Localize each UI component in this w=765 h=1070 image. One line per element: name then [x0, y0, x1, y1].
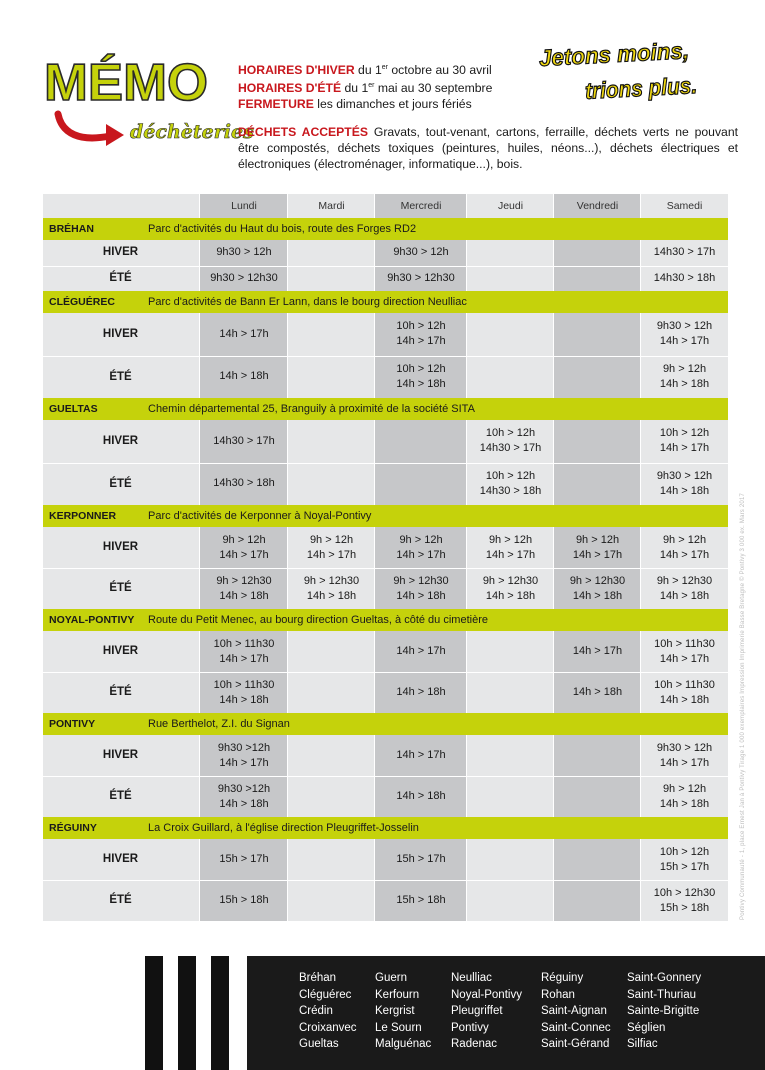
schedule-cell — [554, 880, 641, 921]
schedule-cell — [288, 735, 375, 776]
season-label-ete: ÉTÉ — [109, 582, 132, 594]
time-range: 9h30 >12h — [217, 741, 271, 754]
season-label-hiver: HIVER — [102, 435, 139, 447]
schedule-cell — [467, 839, 554, 880]
schedule-cell — [467, 631, 554, 672]
time-range: 9h > 12h30 — [482, 574, 539, 587]
commune-name: Cléguérec — [299, 988, 352, 1001]
time-range: 14h > 18h — [572, 589, 623, 602]
decheteries-text: déchèteries — [130, 121, 254, 143]
schedule-cell — [200, 735, 288, 776]
time-range: 14h > 18h — [396, 589, 446, 602]
time-range: 14h > 17h — [396, 645, 446, 657]
schedule-cell — [554, 568, 641, 609]
commune-name: Kerfourn — [375, 988, 420, 1001]
time-range: 14h > 17h — [659, 652, 710, 665]
schedule-cell — [375, 735, 467, 776]
schedule-cell — [288, 631, 375, 672]
schedule-cell — [288, 266, 375, 292]
day-header-mardi: Mardi — [318, 200, 345, 212]
site-name: CLÉGUÉREC — [49, 296, 115, 308]
site-address: Rue Berthelot, Z.I. du Signan — [148, 718, 290, 730]
commune-name: Sainte-Brigitte — [627, 1005, 700, 1017]
commune-name: Silfiac — [627, 1038, 658, 1050]
site-name: BRÉHAN — [49, 223, 94, 235]
site-name: PONTIVY — [49, 718, 96, 730]
season-label-ete: ÉTÉ — [109, 271, 132, 284]
slogan-line-2: trions plus. — [584, 71, 710, 104]
time-range: 9h > 12h — [662, 362, 707, 375]
schedule-cell — [200, 776, 288, 817]
site-name: RÉGUINY — [49, 822, 97, 834]
schedule-cell — [554, 240, 641, 266]
hiver-label: HORAIRES D'HIVER — [238, 63, 355, 78]
time-range: 10h > 12h — [485, 427, 536, 440]
schedule-cell — [467, 420, 554, 463]
schedule-cell — [554, 356, 641, 399]
time-range: 9h30 > 12h — [656, 320, 713, 333]
time-range: 10h > 11h30 — [213, 637, 275, 650]
time-range: 14h > 18h — [659, 377, 710, 390]
schedule-cell — [641, 356, 728, 399]
time-range: 14h > 17h — [219, 548, 269, 561]
ete-label: HORAIRES D'ÉTÉ — [238, 81, 342, 96]
schedule-cell — [375, 420, 467, 463]
schedule-cell — [467, 672, 554, 713]
site-address: Parc d'activités de Kerponner à Noyal-Pontivy — [148, 510, 372, 522]
schedule-cell — [288, 240, 375, 266]
time-range: 10h > 12h — [396, 362, 446, 375]
time-range: 14h > 17h — [485, 548, 536, 561]
commune-name: Pleugriffet — [451, 1005, 503, 1017]
schedule-cell — [641, 672, 728, 713]
season-label-ete: ÉTÉ — [109, 894, 132, 906]
schedule-cell — [554, 839, 641, 880]
time-range: 15h > 18h — [219, 894, 269, 906]
time-range: 14h > 18h — [485, 589, 536, 602]
schedule-cell — [288, 356, 375, 399]
commune-column — [299, 970, 357, 1053]
schedule-cell — [200, 631, 288, 672]
site-header — [43, 398, 728, 420]
time-range: 14h > 17h — [396, 335, 446, 348]
site-header — [43, 291, 728, 313]
schedule-cell — [288, 672, 375, 713]
time-range: 9h30 > 12h — [393, 246, 449, 259]
schedule-cell — [554, 527, 641, 568]
schedule-cell — [375, 672, 467, 713]
season-label-hiver: HIVER — [102, 541, 139, 553]
commune-name: Saint-Thuriau — [627, 988, 697, 1001]
time-range: 14h > 18h — [396, 377, 446, 390]
season-label-ete: ÉTÉ — [109, 370, 132, 383]
schedule-cell — [288, 463, 375, 506]
site-name: GUELTAS — [49, 403, 98, 415]
schedule-cell — [641, 880, 728, 921]
commune-name: Guern — [375, 972, 407, 984]
schedule-cell — [641, 839, 728, 880]
season-label-hiver: HIVER — [102, 853, 139, 865]
print-credit: Pontivy Communauté - 1, place Ernest Jan à Pontivy Tirage 1 000 exemplaires Impression Imprimerie Basse Bretagne © Pontivy 3 000 ex. Mars 2017 — [740, 492, 746, 920]
commune-column — [375, 970, 431, 1053]
time-range: 9h30 > 12h30 — [387, 271, 455, 284]
time-range: 14h > 17h — [219, 652, 269, 665]
time-range: 14h30 > 17h — [213, 434, 275, 447]
time-range: 14h > 17h — [396, 548, 446, 561]
decheteries-badge — [52, 108, 254, 150]
time-range: 10h > 11h30 — [213, 678, 275, 691]
time-range: 14h30 > 17h — [479, 442, 542, 455]
site-name: KERPONNER — [49, 510, 117, 522]
site-header — [43, 609, 728, 631]
schedule-cell — [375, 240, 467, 266]
schedule-cell — [641, 568, 728, 609]
commune-name: Bréhan — [299, 972, 337, 984]
schedule-cell — [641, 735, 728, 776]
schedule-cell — [467, 240, 554, 266]
schedule-cell — [200, 527, 288, 568]
commune-name: Gueltas — [299, 1038, 339, 1050]
time-range: 14h30 > 18h — [213, 477, 275, 490]
time-range: 10h > 12h — [659, 427, 710, 440]
time-range: 9h30 > 12h — [656, 469, 713, 482]
commune-name: Saint-Connec — [541, 1021, 611, 1034]
time-range: 14h > 18h — [219, 797, 269, 810]
time-range: 14h > 18h — [396, 686, 446, 698]
schedule-cell — [375, 313, 467, 356]
time-range: 9h > 12h30 — [656, 574, 713, 587]
schedule-cell — [467, 266, 554, 292]
time-range: 15h > 18h — [659, 901, 710, 914]
schedule-cell — [554, 735, 641, 776]
time-range: 9h30 > 12h — [216, 246, 272, 259]
dechets-acceptes: DÉCHETS ACCEPTÉS Gravats, tout-venant, cartons, ferraille, déchets verts ne pouvant être compostés, déchets toxiques (peintures, huiles, néons...), déchets électriques et électroniques (électroménager, informatique...), bois. — [238, 125, 738, 172]
schedule-cell — [200, 420, 288, 463]
time-range: 9h30 > 12h — [656, 741, 713, 754]
time-range: 15h > 17h — [396, 853, 446, 865]
time-range: 14h > 17h — [219, 756, 269, 769]
schedule-cell — [375, 776, 467, 817]
schedule-cell — [641, 527, 728, 568]
schedule-cell — [554, 672, 641, 713]
schedule-cell — [200, 880, 288, 921]
decor-stripe — [178, 956, 196, 1070]
schedule-cell — [288, 880, 375, 921]
commune-name: Radenac — [451, 1038, 498, 1050]
schedule-cell — [375, 356, 467, 399]
time-range: 9h30 >12h — [217, 782, 271, 795]
time-range: 10h > 12h — [396, 320, 446, 333]
site-address: La Croix Guillard, à l'église direction Pleugriffet-Josselin — [148, 822, 419, 834]
commune-name: Saint-Gérand — [541, 1038, 610, 1050]
day-header-mercredi: Mercredi — [400, 200, 442, 212]
site-header — [43, 218, 728, 240]
time-range: 14h > 18h — [659, 589, 710, 602]
commune-name: Saint-Aignan — [541, 1005, 607, 1017]
time-range: 14h > 17h — [659, 548, 710, 561]
schedule-cell — [554, 313, 641, 356]
decor-stripe — [145, 956, 163, 1070]
schedule-cell — [467, 463, 554, 506]
site-header — [43, 713, 728, 735]
time-range: 10h > 11h30 — [654, 637, 715, 650]
schedule-cell — [375, 266, 467, 292]
schedule-cell — [467, 735, 554, 776]
red-arrow-icon — [58, 114, 124, 146]
time-range: 9h > 12h30 — [303, 574, 360, 587]
schedule-cell — [375, 463, 467, 506]
schedule-cell — [288, 527, 375, 568]
commune-column — [541, 970, 611, 1053]
site-address: Route du Petit Menec, au bourg direction Gueltas, à côté du cimetière — [148, 614, 488, 626]
schedule-cell — [467, 313, 554, 356]
time-range: 10h > 12h — [485, 469, 536, 482]
schedule-cell — [288, 313, 375, 356]
schedule-cell — [200, 672, 288, 713]
schedule-cell — [641, 631, 728, 672]
schedule-cell — [467, 527, 554, 568]
time-range: 14h > 18h — [659, 693, 710, 706]
schedule-cell — [554, 631, 641, 672]
ete-line: HORAIRES D'ÉTÉ du 1er mai au 30 septembre — [238, 81, 493, 96]
time-range: 14h > 17h — [396, 749, 446, 761]
day-header-jeudi: Jeudi — [497, 200, 524, 212]
commune-name: Rohan — [541, 988, 575, 1001]
info-block — [238, 60, 738, 172]
commune-name: Le Sourn — [375, 1021, 422, 1034]
commune-name: Séglien — [627, 1021, 666, 1034]
time-range: 14h30 > 18h — [479, 484, 542, 497]
commune-name: Pontivy — [451, 1021, 489, 1034]
memo-logo — [42, 54, 212, 112]
time-range: 10h > 12h30 — [653, 886, 716, 899]
schedule-cell — [200, 266, 288, 292]
time-range: 9h > 12h — [222, 533, 266, 546]
time-range: 15h > 18h — [396, 894, 446, 906]
schedule-cell — [641, 240, 728, 266]
time-range: 9h30 > 12h30 — [210, 271, 278, 284]
schedule-table — [43, 194, 728, 921]
schedule-cell — [288, 776, 375, 817]
dechets-label: DÉCHETS ACCEPTÉS — [238, 125, 369, 140]
schedule-cell — [641, 266, 728, 292]
commune-name: Croixanvec — [299, 1021, 357, 1034]
schedule-cell — [200, 463, 288, 506]
site-header — [43, 505, 728, 527]
time-range: 9h > 12h — [488, 533, 533, 546]
time-range: 14h30 > 18h — [653, 271, 716, 284]
site-name: NOYAL-PONTIVY — [49, 614, 135, 626]
commune-name: Neulliac — [451, 972, 492, 984]
schedule-cell — [554, 420, 641, 463]
time-range: 10h > 12h — [659, 845, 710, 858]
schedule-cell — [641, 313, 728, 356]
time-range: 14h > 18h — [659, 484, 710, 497]
time-range: 9h > 12h — [575, 533, 620, 546]
season-label-hiver: HIVER — [102, 749, 139, 761]
time-range: 9h > 12h — [309, 533, 354, 546]
time-range: 14h > 17h — [659, 756, 710, 769]
time-range: 14h > 18h — [219, 370, 269, 383]
site-address: Parc d'activités du Haut du bois, route des Forges RD2 — [148, 223, 417, 235]
time-range: 14h > 18h — [306, 589, 357, 602]
season-label-ete: ÉTÉ — [109, 477, 132, 490]
schedule-cell — [554, 463, 641, 506]
day-header-samedi: Samedi — [666, 200, 703, 212]
day-header-vendredi: Vendredi — [576, 200, 619, 212]
season-label-ete: ÉTÉ — [109, 790, 132, 802]
schedule-cell — [375, 839, 467, 880]
time-range: 14h > 17h — [572, 548, 623, 561]
decor-stripe — [211, 956, 229, 1070]
time-range: 9h > 12h — [662, 533, 707, 546]
commune-name: Malguénac — [375, 1038, 432, 1050]
schedule-cell — [641, 463, 728, 506]
time-range: 14h > 18h — [396, 790, 446, 802]
time-range: 15h > 17h — [219, 853, 269, 865]
schedule-cell — [288, 568, 375, 609]
slogan-line-1: Jetons moins, — [538, 36, 695, 71]
communes-footer — [247, 956, 765, 1070]
commune-name: Réguiny — [541, 972, 584, 984]
time-range: 9h > 12h — [662, 782, 707, 795]
time-range: 9h > 12h — [399, 533, 443, 546]
schedule-cell — [641, 420, 728, 463]
season-label-ete: ÉTÉ — [109, 686, 132, 698]
time-range: 14h > 17h — [659, 442, 710, 455]
schedule-cell — [467, 880, 554, 921]
time-range: 14h > 17h — [659, 335, 710, 348]
site-address: Parc d'activités de Bann Er Lann, dans le bourg direction Neulliac — [148, 296, 467, 308]
schedule-cell — [641, 776, 728, 817]
season-label-hiver: HIVER — [102, 246, 139, 258]
time-range: 14h > 18h — [659, 797, 710, 810]
time-range: 14h30 > 17h — [653, 246, 716, 259]
schedule-cell — [200, 568, 288, 609]
commune-name: Crédin — [299, 1005, 333, 1017]
time-range: 14h > 17h — [572, 645, 623, 657]
schedule-cell — [200, 313, 288, 356]
schedule-cell — [467, 776, 554, 817]
schedule-cell — [288, 420, 375, 463]
time-range: 14h > 18h — [219, 693, 269, 706]
fermeture-label: FERMETURE — [238, 97, 314, 112]
time-range: 15h > 17h — [659, 860, 710, 873]
schedule-cell — [200, 356, 288, 399]
fermeture-line: FERMETURE les dimanches et jours fériés — [238, 97, 472, 112]
commune-name: Saint-Gonnery — [627, 972, 702, 984]
schedule-cell — [467, 356, 554, 399]
time-range: 10h > 11h30 — [654, 678, 715, 691]
time-range: 9h > 12h30 — [569, 574, 626, 587]
schedule-cell — [467, 568, 554, 609]
schedule-cell — [288, 839, 375, 880]
time-range: 14h > 17h — [219, 327, 269, 340]
schedule-cell — [200, 240, 288, 266]
schedule-cell — [375, 631, 467, 672]
time-range: 14h > 18h — [572, 686, 623, 698]
commune-column — [451, 970, 522, 1053]
time-range: 14h > 17h — [306, 548, 357, 561]
season-label-hiver: HIVER — [102, 328, 139, 340]
memo-logo-text: MÉMO — [44, 54, 208, 112]
schedule-cell — [200, 839, 288, 880]
time-range: 9h > 12h30 — [216, 574, 272, 587]
season-label-hiver: HIVER — [102, 645, 139, 657]
schedule-cell — [375, 527, 467, 568]
schedule-cell — [375, 568, 467, 609]
time-range: 9h > 12h30 — [393, 574, 449, 587]
commune-column — [627, 970, 701, 1053]
hiver-line: HORAIRES D'HIVER du 1er octobre au 30 avril — [238, 63, 492, 78]
schedule-cell — [375, 880, 467, 921]
commune-name: Noyal-Pontivy — [451, 988, 522, 1001]
site-address: Chemin départemental 25, Branguily à proximité de la société SITA — [148, 403, 475, 415]
schedule-cell — [554, 266, 641, 292]
schedule-cell — [554, 776, 641, 817]
time-range: 14h > 18h — [219, 589, 269, 602]
site-header — [43, 817, 728, 839]
commune-name: Kergrist — [375, 1005, 415, 1017]
day-header-lundi: Lundi — [231, 200, 257, 212]
